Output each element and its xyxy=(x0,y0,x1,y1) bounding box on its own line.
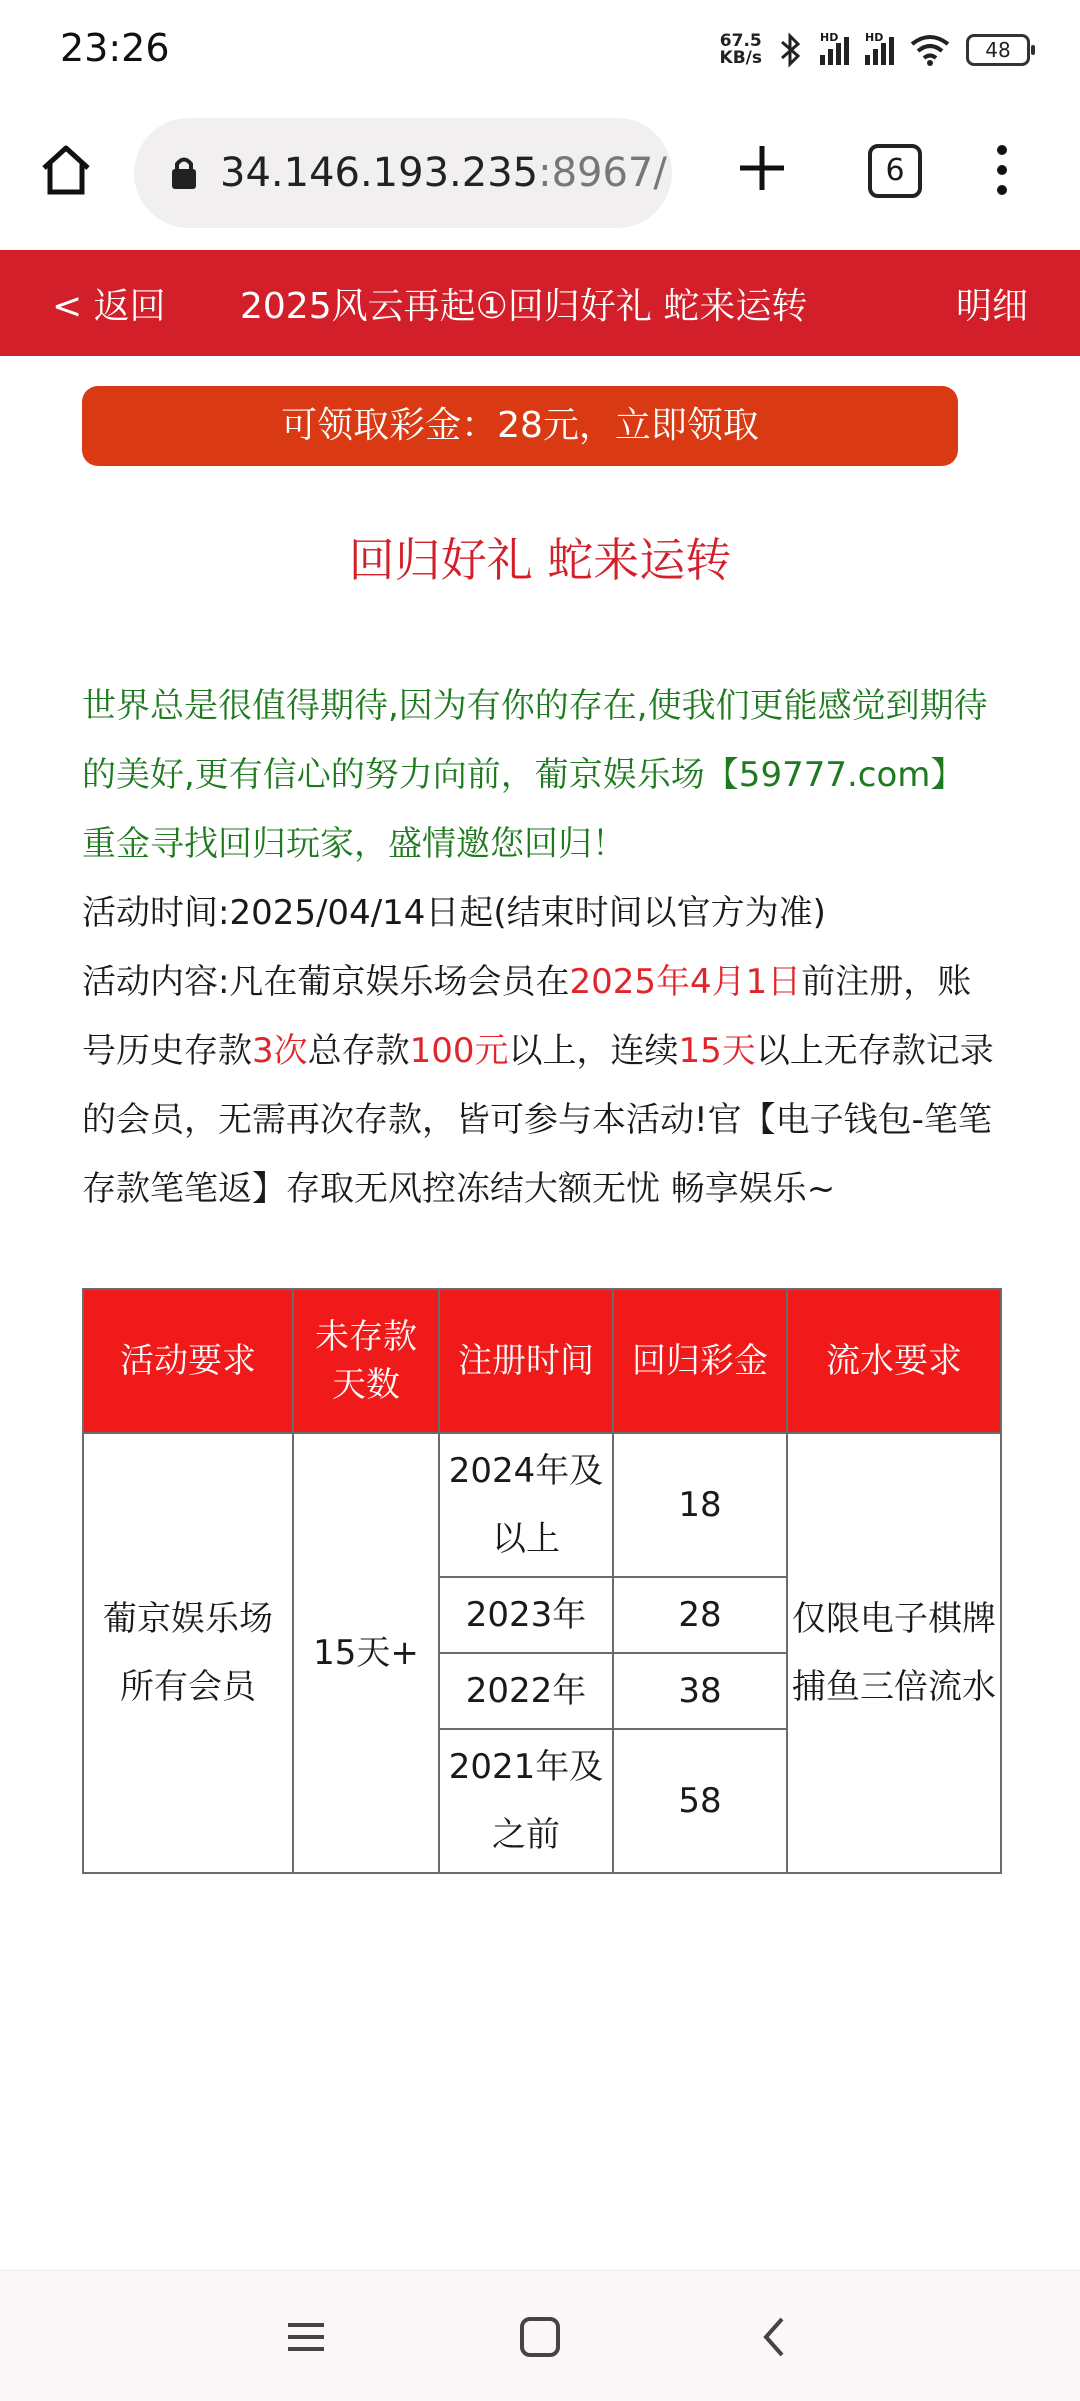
header-wagering: 流水要求 xyxy=(787,1289,1001,1433)
cell-bonus: 58 xyxy=(613,1729,787,1873)
cell-requirement: 葡京娱乐场所有会员 xyxy=(83,1433,293,1873)
signal-icon-2: HD xyxy=(865,35,894,65)
bluetooth-icon xyxy=(778,32,804,68)
tab-switcher-button[interactable]: 6 xyxy=(868,144,922,198)
recent-apps-icon[interactable] xyxy=(278,2309,334,2365)
cell-reg-time: 2023年 xyxy=(439,1577,613,1653)
cell-bonus: 18 xyxy=(613,1433,787,1577)
status-icons xyxy=(720,30,1030,70)
header-requirement: 活动要求 xyxy=(83,1289,293,1433)
signal-icon-1: HD xyxy=(820,35,849,65)
detail-button[interactable]: 明细 xyxy=(955,286,1028,327)
header-no-deposit-days: 未存款天数 xyxy=(293,1289,439,1433)
browser-toolbar xyxy=(0,100,1080,250)
url-text[interactable]: 34.146.193.235:8967/ xyxy=(220,150,667,196)
cell-no-deposit-days: 15天+ xyxy=(293,1433,439,1873)
wifi-icon xyxy=(910,34,950,66)
header-registration-time: 注册时间 xyxy=(439,1289,613,1433)
new-tab-icon[interactable] xyxy=(734,140,790,196)
page-header xyxy=(0,250,1080,356)
home-icon[interactable] xyxy=(36,140,96,200)
activity-content: 活动内容:凡在葡京娱乐场会员在2025年4月1日前注册，账号历史存款3次总存款100元以上，连续15天以上无存款记录的会员，无需再次存款，皆可参与本活动!官【电子钱包-笔笔存款笔笔返】存取无风控冻结大额无忧 畅享娱乐~ xyxy=(82,962,994,1209)
back-button[interactable]: < 返回 xyxy=(52,286,166,327)
network-speed: 67.5 KB/s xyxy=(719,31,762,68)
cell-bonus: 38 xyxy=(613,1653,787,1729)
status-bar xyxy=(0,0,1080,100)
header-return-bonus: 回归彩金 xyxy=(613,1289,787,1433)
table-row xyxy=(83,1433,1001,1577)
activity-time: 活动时间:2025/04/14日起(结束时间以官方为准) xyxy=(82,893,826,933)
table-header-row xyxy=(83,1289,1001,1433)
cell-reg-time: 2024年及以上 xyxy=(439,1433,613,1577)
lock-icon xyxy=(170,155,198,191)
cell-wagering: 仅限电子棋牌捕鱼三倍流水 xyxy=(787,1433,1001,1873)
system-navigation-bar xyxy=(0,2270,1080,2401)
bonus-table xyxy=(82,1288,1002,1874)
status-time: 23:26 xyxy=(60,26,170,70)
cell-reg-time: 2021年及之前 xyxy=(439,1729,613,1873)
promo-description xyxy=(82,672,998,1224)
back-nav-icon[interactable] xyxy=(748,2309,804,2365)
cell-bonus: 28 xyxy=(613,1577,787,1653)
address-bar[interactable] xyxy=(134,118,672,228)
battery-icon: 48 xyxy=(966,34,1030,66)
home-nav-icon[interactable] xyxy=(512,2309,568,2365)
cell-reg-time: 2022年 xyxy=(439,1653,613,1729)
page-title: 2025风云再起①回归好礼 蛇来运转 xyxy=(240,286,808,327)
intro-text: 世界总是很值得期待,因为有你的存在,使我们更能感觉到期待的美好,更有信心的努力向前，葡京娱乐场【59777.com】重金寻找回归玩家，盛情邀您回归！ xyxy=(82,686,988,864)
more-menu-icon[interactable] xyxy=(990,140,1014,200)
section-title: 回归好礼 蛇来运转 xyxy=(348,533,732,587)
claim-bonus-button[interactable]: 可领取彩金：28元，立即领取 xyxy=(82,386,958,466)
